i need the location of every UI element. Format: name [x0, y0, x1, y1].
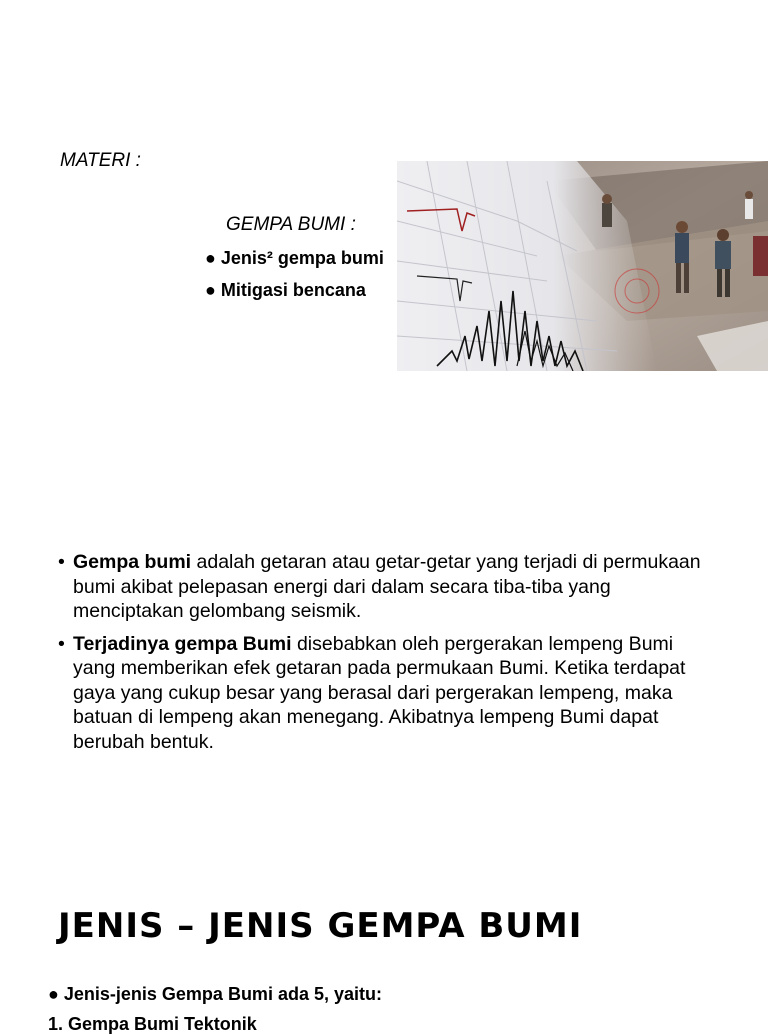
topic-item-jenis: ● Jenis² gempa bumi — [205, 248, 384, 268]
term-terjadinya: Terjadinya gempa Bumi — [73, 632, 292, 655]
cause-text: disebabkan oleh pergerakan lempeng Bumi yang memberikan efek getaran pada permukaan Bumi. Ketika terdapat gaya yang cukup besar yang berasal dari pergerakan lempeng, maka batuan di lempeng akan menegang. Akibatnya lempeng Bumi dapat berubah bentuk. — [73, 632, 686, 753]
section-heading: JENIS – JENIS GEMPA BUMI — [58, 906, 583, 946]
topic-title: GEMPA BUMI : — [226, 214, 356, 235]
topic-item-mitigasi: ● Mitigasi bencana — [205, 280, 366, 300]
jenis-intro: ● Jenis-jenis Gempa Bumi ada 5, yaitu: — [48, 984, 382, 1004]
earthquake-photo — [397, 161, 768, 371]
term-gempa-bumi: Gempa bumi — [73, 551, 192, 573]
definition-bullet-gempa-bumi — [58, 550, 718, 624]
partial-list-item: 1. Gempa Bumi Tektonik — [48, 1014, 257, 1034]
definition-text: adalah getaran atau getar-getar yang terjadi di permukaan bumi akibat pelepasan energi dari dalam secara tiba-tiba yang menciptakan gelombang seismik. — [73, 551, 701, 622]
definition-list — [58, 550, 718, 762]
definition-bullet-terjadinya — [58, 632, 718, 755]
materi-label: MATERI : — [60, 150, 141, 171]
